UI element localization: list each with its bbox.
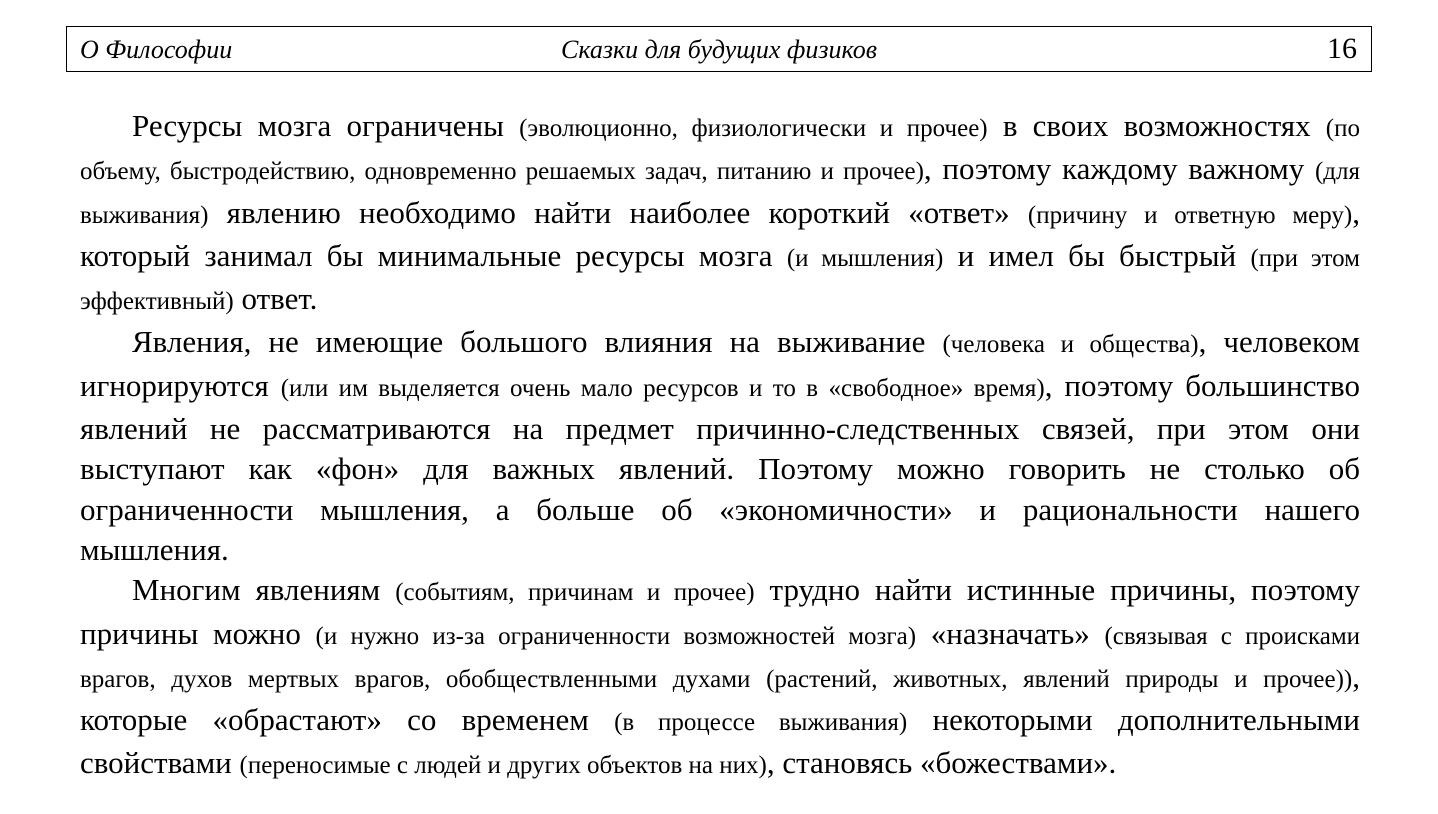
parenthetical-text: (для выживания) [80,158,1361,229]
body-text-run: , который занимал бы минимальные ресурсы мозга [80,194,1360,273]
parenthetical-text: (по объему, быстродействию, одновременно решаемых задач, питанию и прочее) [80,115,1360,186]
body-text-run: Ресурсы мозга ограничены [132,108,520,143]
body-text-run: ответ. [233,281,318,317]
body-text-run: в своих возможностях [987,108,1326,143]
header-book-title: Сказки для будущих физиков [560,35,877,64]
paragraph-3 [80,570,1360,786]
body-text-run: Многим явлениям [132,572,396,608]
header-section-title: О Философии [80,35,233,64]
parenthetical-text: (эволюционно, физиологически и прочее) [519,115,988,142]
body-text-run: «назначать» [916,615,1105,651]
paragraph-2 [80,322,1360,570]
parenthetical-text: (и мышления) [786,244,944,272]
paragraph-1 [80,106,1360,322]
body-text-run: явлению необходимо найти наиболее короткий «ответ» [208,194,1028,230]
parenthetical-text: (переносимые с людей и других объектов на них) [239,752,767,780]
parenthetical-text: (причину и ответную меру) [1027,201,1353,229]
page-number: 16 [1327,32,1357,65]
parenthetical-text: (связывая с происками врагов, духов мертвых врагов, обобществленными духами (растений, животных, явлений природы и прочее)) [80,622,1361,693]
body-text-run: , человеком игнорируются [80,324,1360,403]
body-text-run: , поэтому каждому важному [923,151,1315,187]
parenthetical-text: (при этом эффективный) [80,244,1360,316]
parenthetical-text: (событиям, причинам и прочее) [395,579,755,607]
body-text-run: , становясь «божествами». [766,745,1117,781]
running-header [66,26,1372,72]
parenthetical-text: (человека и общества) [942,331,1199,359]
body-text-run: трудно найти истинные причины, поэтому причины можно [80,572,1360,651]
body-text-run: , поэтому большинство явлений не рассматриваются на предмет причинно-следственных связей, при этом они выступают как «фон» для важных явлений. Поэтому можно говорить не столько об ограниченности мышления, а больше об «экономичности» и рациональности нашего мышления. [80,367,1360,567]
parenthetical-text: (или им выделяется очень мало ресурсов и то в «свободное» время) [280,374,1045,402]
body-text-run: и имел бы быстрый [943,237,1251,273]
body-text-run: Явления, не имеющие большого влияния на выживание [132,324,943,360]
body-text [80,106,1360,787]
body-text-run: некоторыми дополнительными свойствами [80,702,1360,781]
parenthetical-text: (и нужно из-за ограниченности возможностей мозга) [315,622,917,650]
parenthetical-text: (в процессе выживания) [614,709,908,737]
body-text-run: , которые «обрастают» со временем [80,658,1360,738]
